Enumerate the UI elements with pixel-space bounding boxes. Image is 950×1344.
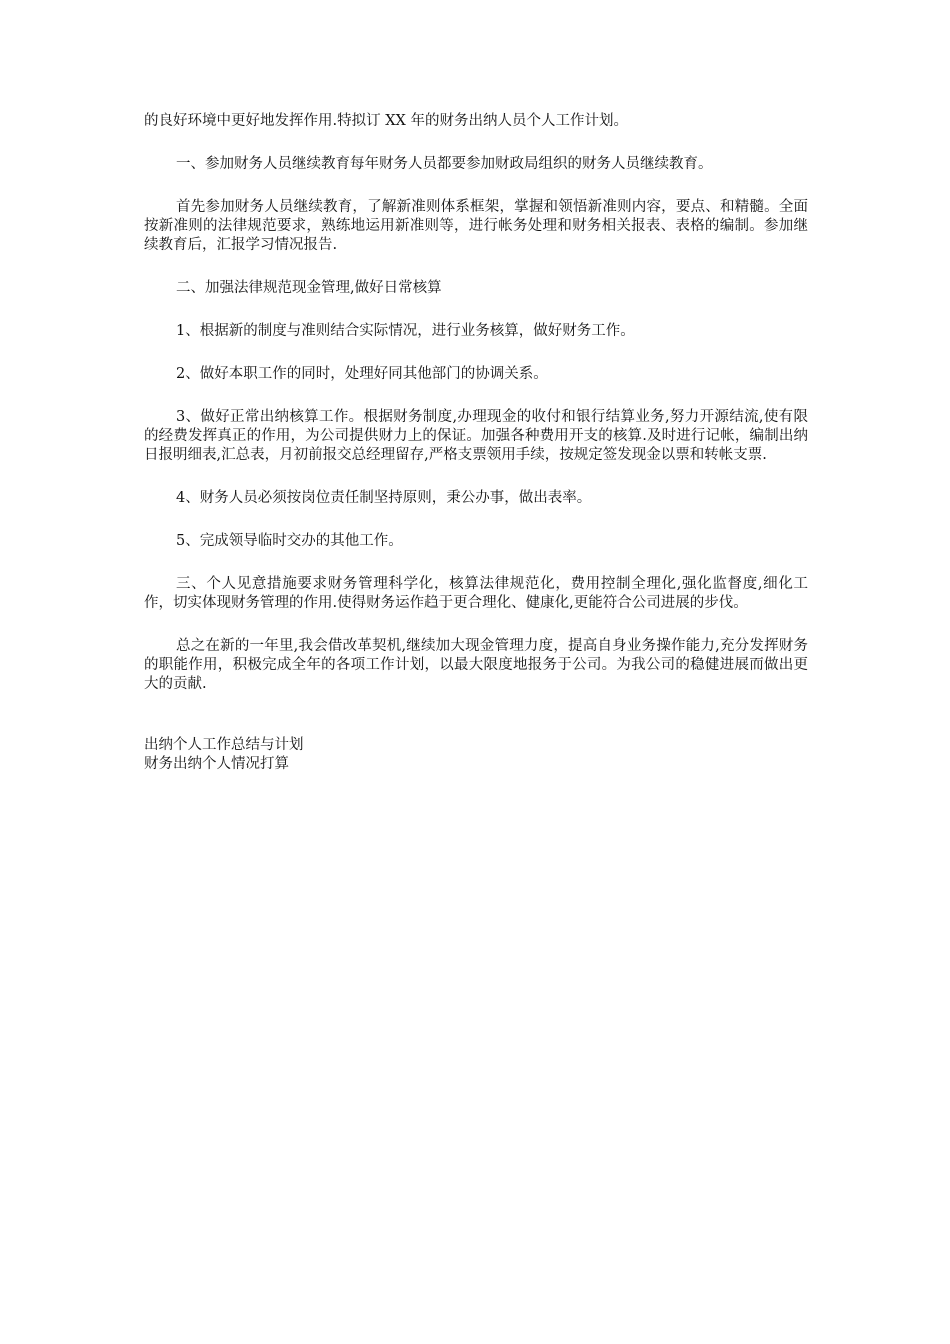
paragraph-conclusion: 总之在新的一年里,我会借改革契机,继续加大现金管理力度，提高自身业务操作能力,充分发挥财务的职能作用，积极完成全年的各项工作计划，以最大限度地报务于公司。为我公司的稳健进展而做出更大的贡献. — [144, 638, 808, 692]
document-page — [144, 112, 808, 774]
footer-link-personal-plan[interactable]: 财务出纳个人情况打算 — [144, 756, 289, 772]
footer-link-summary-plan[interactable]: 出纳个人工作总结与计划 — [144, 737, 304, 753]
spacer — [144, 718, 808, 736]
paragraph-item-3: 3、做好正常出纳核算工作。根据财务制度,办理现金的收付和银行结算业务,努力开源结流,使有限的经费发挥真正的作用，为公司提供财力上的保证。加强各种费用开支的核算.及时进行记帐，编制出纳日报明细表,汇总表，月初前报交总经理留存,严格支票领用手续，按规定签发现金以票和转帐支票. — [144, 409, 808, 463]
paragraph-section-3: 三、个人见意措施要求财务管理科学化，核算法律规范化，费用控制全理化,强化监督度,细化工作，切实体现财务管理的作用.使得财务运作趋于更合理化、健康化,更能符合公司进展的步伐。 — [144, 576, 808, 611]
paragraph-section-1-heading: 一、参加财务人员继续教育每年财务人员都要参加财政局组织的财务人员继续教育。 — [176, 156, 713, 172]
paragraph-intro: 的良好环境中更好地发挥作用.特拟订 XX 年的财务出纳人员个人工作计划。 — [144, 113, 628, 129]
paragraph-section-2-heading: 二、加强法律规范现金管理,做好日常核算 — [176, 280, 442, 296]
paragraph-item-5: 5、完成领导临时交办的其他工作。 — [176, 533, 403, 549]
paragraph-item-1: 1、根据新的制度与准则结合实际情况，进行业务核算，做好财务工作。 — [176, 323, 635, 339]
paragraph-item-4: 4、财务人员必须按岗位责任制坚持原则，秉公办事，做出表率。 — [176, 490, 592, 506]
paragraph-section-1-body: 首先参加财务人员继续教育，了解新准则体系框架，掌握和领悟新准则内容，要点、和精髓。全面按新准则的法律规范要求，熟练地运用新准则等，进行帐务处理和财务相关报表、表格的编制。参加继续教育后，汇报学习情况报告. — [144, 199, 808, 253]
paragraph-item-2: 2、做好本职工作的同时，处理好同其他部门的协调关系。 — [176, 366, 548, 382]
